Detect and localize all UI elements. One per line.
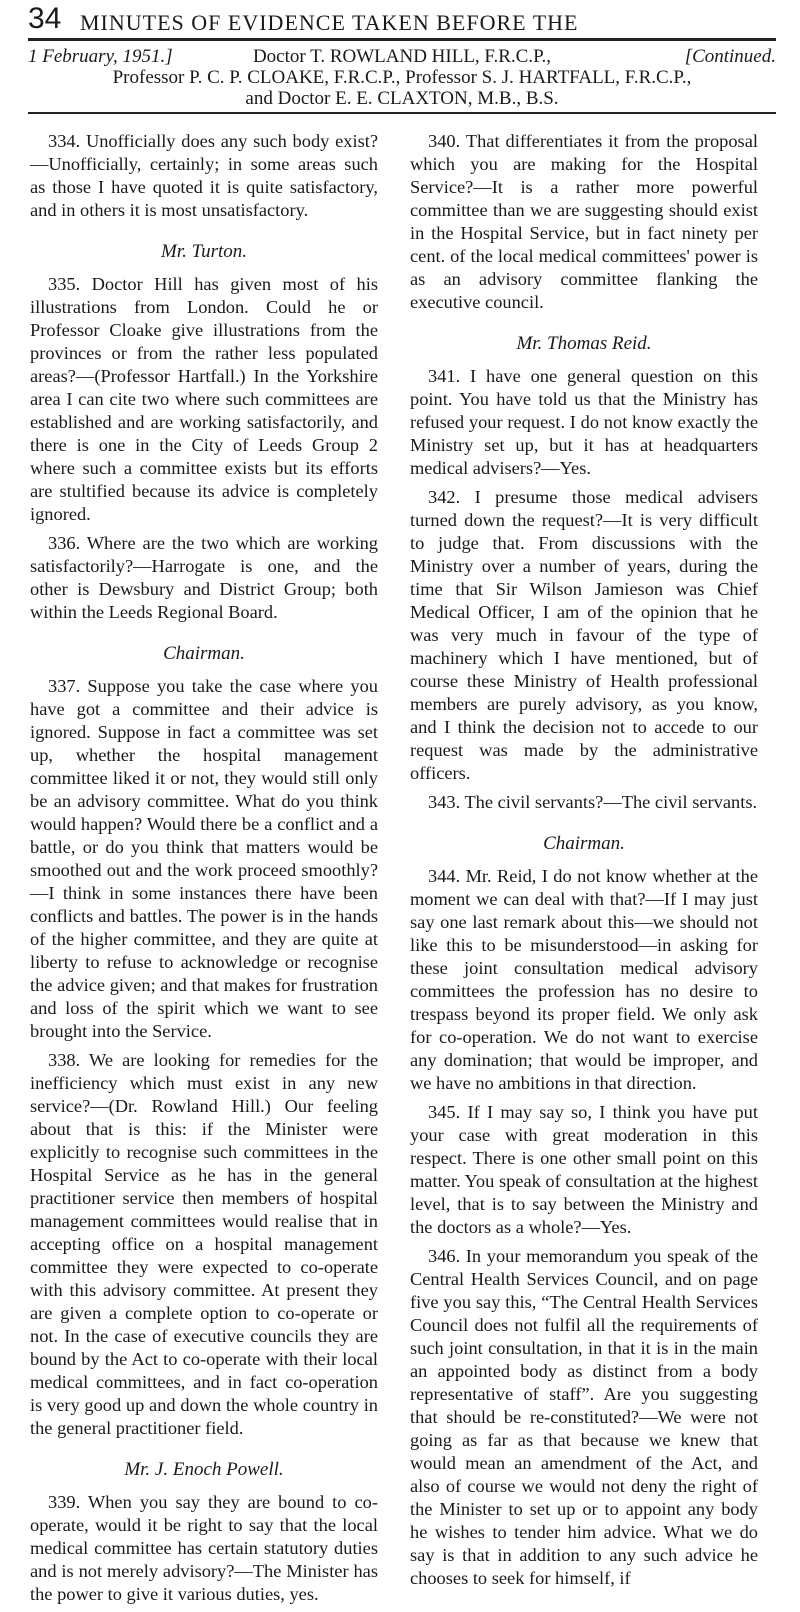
speaker-heading: Mr. J. Enoch Powell. <box>124 1459 284 1480</box>
paragraph-342: 342. I presume those medical advisers turned down the request?—It is very difficult to judge that. From discussions with the Ministry over a number of years, during the time that Sir Wilson Jamieson was Chief Medical Officer, I am of the opinion that he was very much in favour of the type of machinery which I have mentioned, but of course these Ministry of Health professional members are purely advisory, as you know, and I think the decision not to accede to our request was made by the administrative officers. <box>410 487 758 783</box>
paragraph-340: 340. That differentiates it from the proposal which you are making for the Hospital Service?—It is a rather more powerful committee than we are suggesting should exist in the Hospital Service, but in fact ninety per cent. of the local medical committees' power is as an advisory committee flanking the executive council. <box>410 131 758 312</box>
paragraph-337: 337. Suppose you take the case where you have got a committee and their advice is ignored. Suppose in fact a committee was set up, whether the hospital management committee liked it or not, they would still only be an advisory committee. What do you think would happen? Would there be a conflict and a battle, or do you think that matters would be smoothed out and the work proceed smoothly?—I think in some instances there have been conflicts and battles. The power is in the hands of the higher committee, and they are quite at liberty to refuse to acknowledge or recognise the advice given; and that makes for frustration and loss of the spirit which we want to see brought into the Service. <box>30 676 378 1041</box>
paragraph-345: 345. If I may say so, I think you have put your case with great moderation in this respect. There is one other small point on this matter. You speak of consultation at the highest level, that is to say between the Ministry and the doctors as a whole?—Yes. <box>410 1102 758 1237</box>
paragraph-346: 346. In your memorandum you speak of the Central Health Services Council, and on page five you say this, “The Central Health Services Council does not fulfil all the requirements of such joint consultation, in that it is in the main an appointed body as distinct from a body representative of staff”. Are you suggesting that should be re-constituted?—We were not going as far as that because we knew that would mean an amendment of the Act, and also of course we would not deny the right of the Minister to set up or to appoint any body he wishes to tender him advice. What we do say is that in addition to any such advice he chooses to seek for himself, if <box>410 1246 758 1588</box>
speaker-heading: Chairman. <box>543 833 625 854</box>
session-date: 1 February, 1951.] <box>28 46 173 67</box>
session-header <box>28 46 776 109</box>
witness-line-3: and Doctor E. E. CLAXTON, M.B., B.S. <box>245 88 559 109</box>
continued-label: [Continued. <box>684 46 776 67</box>
paragraph-344: 344. Mr. Reid, I do not know whether at the moment we can deal with that?—If I may just say one last remark about this—we should not like this to be misunderstood—in asking for these joint consultation medical advisory committees the profession has no desire to trespass beyond its proper field. We only ask for co-operation. We do not want to exercise any domination; that would be improper, and we have no ambitions in that direction. <box>410 866 758 1093</box>
speaker-heading: Mr. Turton. <box>160 241 248 262</box>
page-number: 34 <box>28 2 62 35</box>
paragraph-335: 335. Doctor Hill has given most of his illustrations from London. Could he or Professor Cloake give illustrations from the provinces or from the rather less populated areas?—(Professor Hartfall.) In the Yorkshire area I can cite two where such committees are established and are working satisfactorily, and there is one in the City of Leeds Group 2 where such a committee exists but its efforts are stultified because its advice is completely ignored. <box>30 274 378 524</box>
paragraph-336: 336. Where are the two which are working satisfactorily?—Harrogate is one, and the other is Dewsbury and District Group; both within the Leeds Regional Board. <box>30 533 378 622</box>
paragraph-338: 338. We are looking for remedies for the inefficiency which must exist in any new service?—(Dr. Rowland Hill.) Our feeling about that is this: if the Minister were explicitly to recognise such committees in the Hospital Service as he has in the general practitioner service then members of hospital management committees would realise that in accepting office on a hospital management committee they were expected to co-operate with this advisory committee. At present they are given a complete option to co-operate or not. In the case of executive councils they are bound by the Act to co-operate with their local medical committees, and in fact co-operation is very good up and down the whole country in the general practitioner field. <box>30 1050 378 1438</box>
left-column <box>30 130 378 1612</box>
right-column <box>410 130 758 1596</box>
speaker-heading: Mr. Thomas Reid. <box>516 333 652 354</box>
witness-line-1: Doctor T. ROWLAND HILL, F.R.C.P., <box>252 46 552 67</box>
speaker-heading: Chairman. <box>163 643 245 664</box>
paragraph-339: 339. When you say they are bound to co-operate, would it be right to say that the local medical committee has certain statutory duties and is not merely advisory?—The Minister has the power to give it various duties, yes. <box>30 1492 378 1604</box>
paragraph-343: 343. The civil servants?—The civil servants. <box>428 792 758 812</box>
top-rule <box>28 38 776 41</box>
header-rule <box>28 112 776 114</box>
paragraph-334: 334. Unofficially does any such body exist?—Unofficially, certainly; in some areas such as those I have quoted it is quite satisfactory, and in others it is most unsatisfactory. <box>30 131 378 220</box>
paragraph-341: 341. I have one general question on this point. You have told us that the Ministry has refused your request. I do not know exactly the Ministry set up, but it has at headquarters medical advisers?—Yes. <box>410 366 758 478</box>
running-title: MINUTES OF EVIDENCE TAKEN BEFORE THE <box>80 10 579 35</box>
witness-line-2: Professor P. C. P. CLOAKE, F.R.C.P., Professor S. J. HARTFALL, F.R.C.P., <box>112 67 692 88</box>
